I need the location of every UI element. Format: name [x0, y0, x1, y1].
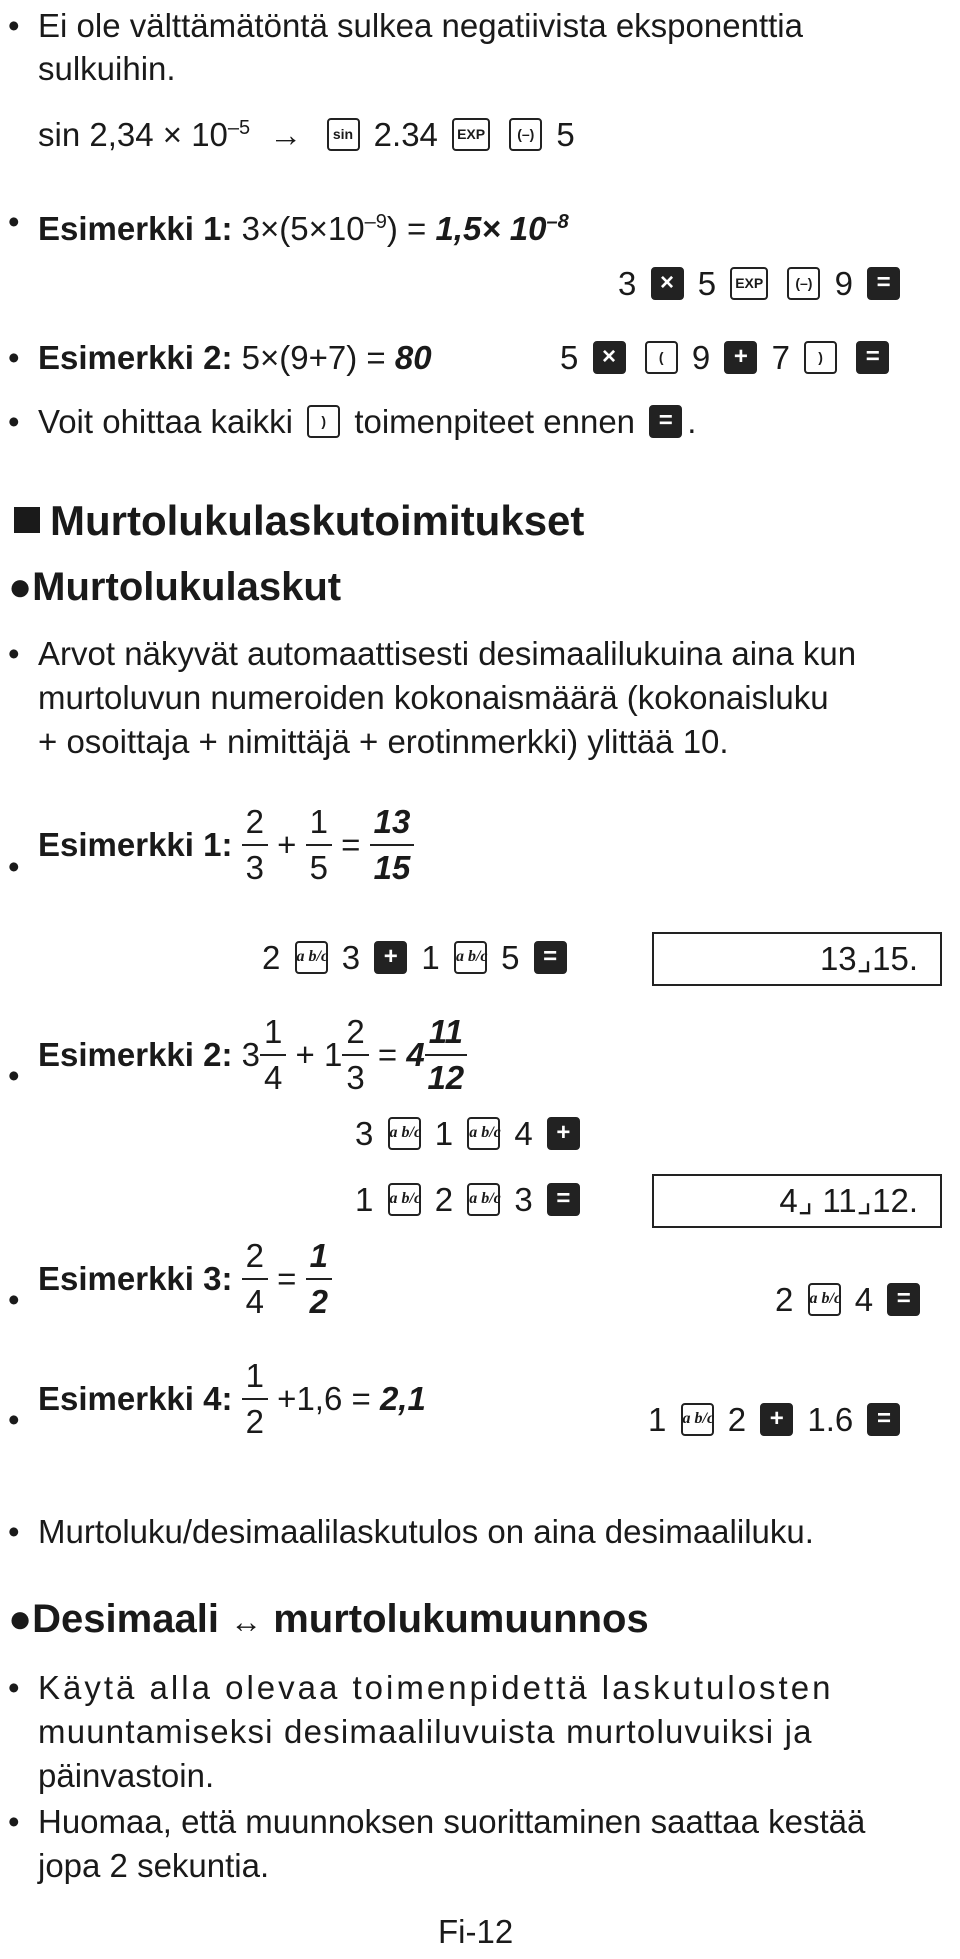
bullet: •	[8, 1401, 20, 1438]
para-line: Huomaa, että muunnoksen suorittaminen saattaa kestää	[38, 1803, 866, 1840]
fraction-example-2-keys-row2	[355, 1178, 585, 1222]
times-key: ×	[593, 341, 626, 374]
para-line: muuntamiseksi desimaaliluvuista murtoluvuiksi ja	[38, 1713, 813, 1750]
digit: 5	[697, 265, 717, 302]
times-key: ×	[651, 267, 684, 300]
digit: 1	[355, 1181, 374, 1218]
subsection-title: murtolukumuunnos	[273, 1597, 649, 1641]
fraction: $\frac{2}{3}$	[342, 1010, 368, 1100]
result-exp: –8	[546, 211, 569, 233]
sin-exp: –5	[227, 117, 251, 139]
intro-line-1: Ei ole välttämätöntä sulkea negatiivista eksponenttia	[38, 7, 803, 44]
sin-value: 2.34	[373, 116, 438, 153]
negative-key: (–)	[509, 118, 542, 151]
subsection-title: Desimaali	[32, 1597, 219, 1641]
bullet: •	[8, 635, 20, 672]
fraction: $\frac{1}{4}$	[260, 1010, 286, 1100]
example-2	[38, 336, 432, 380]
digit: 1	[434, 1115, 454, 1152]
example-label: Esimerkki 2:	[38, 1036, 233, 1073]
equals-key: =	[867, 1403, 900, 1436]
note	[38, 400, 696, 444]
example-label: Esimerkki 2:	[38, 339, 233, 376]
example-label: Esimerkki 4:	[38, 1380, 233, 1417]
fraction: $\frac{2}{4}$	[242, 1234, 268, 1324]
close-paren-key: )	[307, 405, 340, 438]
note-text: Voit ohittaa kaikki	[38, 403, 293, 440]
bullet-icon: ●	[8, 1597, 33, 1641]
calculator-display: 4⌟ 11⌟12.	[652, 1174, 942, 1228]
subsection-heading	[8, 560, 341, 614]
fraction-key: a b/c	[454, 941, 487, 974]
equals-key: =	[649, 405, 682, 438]
fraction-example-2-keys-row1	[355, 1112, 585, 1156]
square-icon	[14, 507, 40, 533]
example-label: Esimerkki 1:	[38, 826, 233, 863]
page-number: Fi-12	[438, 1913, 514, 1950]
fraction-key: a b/c	[467, 1183, 500, 1216]
expr: 3×(5×10	[241, 210, 365, 247]
result: 80	[394, 339, 432, 376]
fraction-key: a b/c	[808, 1283, 841, 1316]
digit: 9	[834, 265, 853, 302]
operator: +	[295, 1036, 315, 1073]
example-2-keys	[560, 336, 894, 380]
note-text: Murtoluku/desimaalilaskutulos on aina desimaaliluku.	[38, 1513, 814, 1550]
expr-end: ) =	[386, 210, 427, 247]
digit: 2	[775, 1281, 794, 1318]
bullet: •	[8, 203, 20, 240]
bullet: •	[8, 1803, 20, 1840]
equals-key: =	[887, 1283, 920, 1316]
section-title: Murtolukulaskutoimitukset	[50, 497, 585, 544]
calculator-display: 13⌟15.	[652, 932, 942, 986]
exp: –9	[364, 211, 387, 233]
plus-key: +	[374, 941, 407, 974]
para-line: Käytä alla olevaa toimenpidettä laskutulosten	[38, 1669, 834, 1706]
result-fraction: $\frac{1}{2}$	[306, 1234, 332, 1324]
sin-example	[38, 106, 575, 157]
digit: 5	[560, 339, 579, 376]
example-1	[38, 200, 569, 251]
digit: 9	[691, 339, 711, 376]
fraction-example-4-keys	[648, 1398, 905, 1442]
bullet: •	[8, 403, 20, 440]
sin-key: sin	[327, 118, 360, 151]
para-line: päinvastoin.	[38, 1757, 215, 1794]
fraction-key: a b/c	[388, 1183, 421, 1216]
fraction-example-3-keys	[775, 1278, 925, 1322]
digit: 7	[771, 339, 790, 376]
result-whole: 4	[406, 1036, 425, 1073]
fraction-key: a b/c	[467, 1117, 500, 1150]
result-fraction: $\frac{13}{15}$	[370, 800, 415, 890]
fraction-example-1	[38, 800, 414, 890]
result-fraction: $\frac{11}{12}$	[425, 1010, 467, 1100]
negative-key: (–)	[787, 267, 820, 300]
digit: 1	[648, 1401, 667, 1438]
equals-key: =	[856, 341, 889, 374]
bullet: •	[8, 1057, 20, 1094]
open-paren-key: (	[645, 341, 678, 374]
fraction-example-3	[38, 1234, 332, 1324]
digit: 2	[727, 1401, 747, 1438]
bullet: •	[8, 1669, 20, 1706]
operator: +	[277, 826, 297, 863]
para-line: Arvot näkyvät automaattisesti desimaalilukuina aina kun	[38, 635, 857, 672]
fraction: $\frac{1}{5}$	[306, 800, 332, 890]
equals-key: =	[534, 941, 567, 974]
equals-key: =	[867, 267, 900, 300]
fraction-key: a b/c	[681, 1403, 714, 1436]
plus-key: +	[547, 1117, 580, 1150]
para-line: + osoittaja + nimittäjä + erotinmerkki) ylittää 10.	[38, 723, 729, 760]
bullet: •	[8, 848, 20, 885]
whole: 1	[323, 1036, 343, 1073]
whole: 3	[241, 1036, 260, 1073]
equals-key: =	[547, 1183, 580, 1216]
result: 2,1	[379, 1380, 426, 1417]
sin-expr: sin 2,34 × 10	[38, 116, 228, 153]
example-label: Esimerkki 3:	[38, 1260, 233, 1297]
fraction-example-2	[38, 1010, 467, 1100]
plus-key: +	[724, 341, 757, 374]
digit: 5	[501, 939, 520, 976]
exp-key: EXP	[452, 118, 490, 151]
fraction: $\frac{2}{3}$	[242, 800, 268, 890]
digit: 3	[341, 939, 361, 976]
period: .	[687, 403, 697, 440]
bullet: •	[8, 1513, 20, 1550]
example-1-keys	[618, 262, 905, 306]
fraction-key: a b/c	[295, 941, 328, 974]
fraction-key: a b/c	[388, 1117, 421, 1150]
bullet: •	[8, 7, 20, 44]
bullet-icon: ●	[8, 565, 33, 609]
equals: =	[277, 1260, 297, 1297]
expr: 5×(9+7) =	[241, 339, 386, 376]
digit: 3	[618, 265, 637, 302]
note-text: toimenpiteet ennen	[354, 403, 636, 440]
digit: 1.6	[807, 1401, 854, 1438]
example-label: Esimerkki 1:	[38, 210, 233, 247]
bullet: •	[8, 339, 20, 376]
equals: =	[377, 1036, 398, 1073]
para-line: jopa 2 sekuntia.	[38, 1847, 270, 1884]
fraction: $\frac{1}{2}$	[242, 1354, 268, 1444]
digit: 1	[421, 939, 440, 976]
digit: 4	[514, 1115, 533, 1152]
exp-key: EXP	[730, 267, 768, 300]
subsection-title: Murtolukulaskut	[32, 565, 342, 609]
digit: 3	[514, 1181, 533, 1218]
bullet: •	[8, 1281, 20, 1318]
section-heading	[14, 494, 584, 548]
intro-line-2: sulkuihin.	[38, 50, 176, 87]
double-arrow-icon: ↔	[230, 1603, 263, 1640]
close-paren-key: )	[804, 341, 837, 374]
sin-end: 5	[556, 116, 575, 153]
result: 1,5× 10	[435, 210, 547, 247]
subsection-heading	[8, 1592, 649, 1648]
digit: 4	[854, 1281, 874, 1318]
expr: +1,6 =	[277, 1380, 371, 1417]
digit: 2	[434, 1181, 454, 1218]
digit: 3	[355, 1115, 374, 1152]
para-line: murtoluvun numeroiden kokonaismäärä (kokonaisluku	[38, 679, 829, 716]
arrow: →	[269, 116, 303, 153]
digit: 2	[262, 939, 281, 976]
fraction-example-1-keys	[262, 936, 572, 980]
fraction-example-4	[38, 1354, 426, 1444]
plus-key: +	[760, 1403, 793, 1436]
equals: =	[341, 826, 361, 863]
